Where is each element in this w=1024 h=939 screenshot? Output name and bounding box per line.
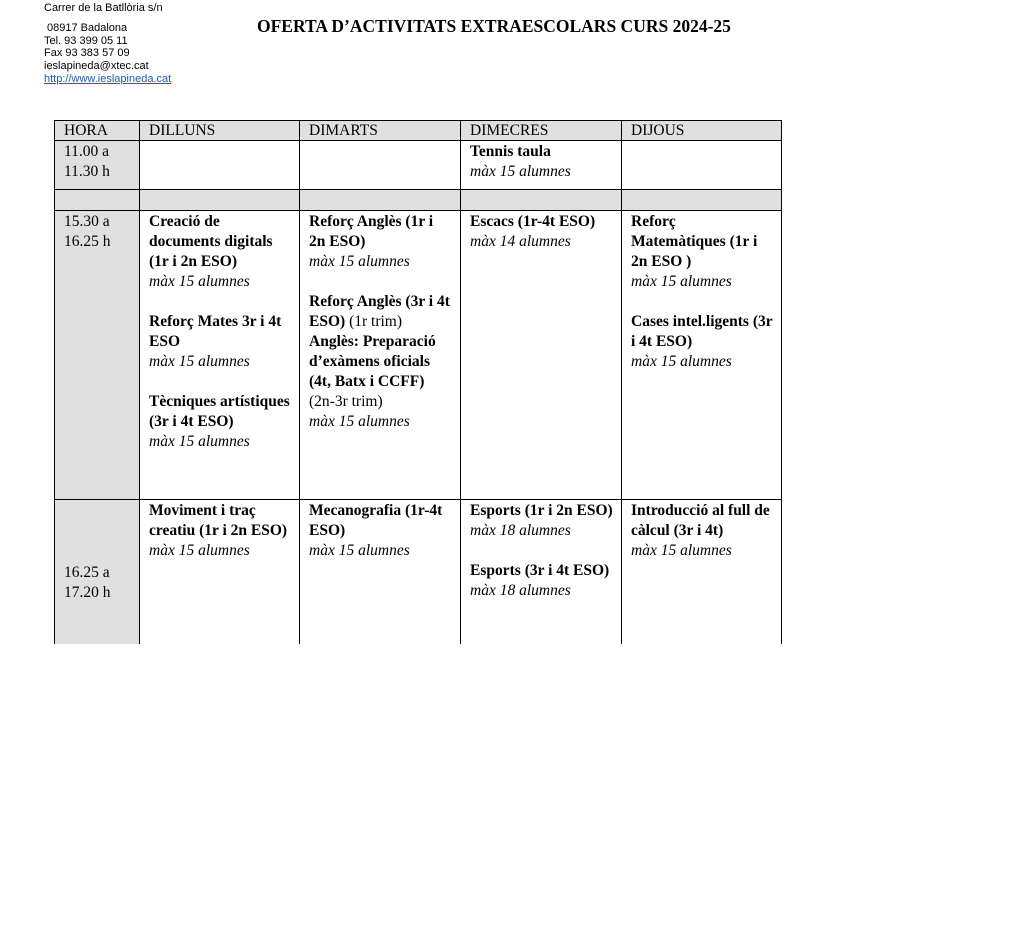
activity [149,212,291,292]
address-phone: Tel. 93 399 05 11 [44,34,128,47]
activity-name: Tècniques artístiques (3r i 4t ESO) [149,393,290,430]
activity-name: Tennis taula [470,143,551,160]
dijous-cell [622,500,782,644]
table-row [55,141,782,190]
activity-capacity: màx 18 alumnes [470,582,571,599]
activity [309,212,452,272]
dijous-cell [622,141,782,190]
activity-capacity: màx 15 alumnes [631,542,732,559]
activity [149,501,291,561]
activity-name: Esports (3r i 4t ESO) [470,562,610,579]
table-row [55,211,782,500]
activity-name: Esports (1r i 2n ESO) [470,502,613,519]
header-hora: HORA [55,121,140,141]
activity-name: Mecanografia (1r-4t ESO) [309,502,443,539]
hour-cell [55,211,140,500]
activity-capacity: màx 14 alumnes [470,233,571,250]
activity-name: Reforç Matemàtiques (1r i 2n ESO ) [631,213,758,270]
activity-name: Reforç Anglès (1r i 2n ESO) [309,213,434,250]
hour-cell [55,500,140,644]
hour-label: 15.30 a 16.25 h [64,213,111,250]
activity [470,501,613,541]
dimecres-cell [461,141,622,190]
address-fax: Fax 93 383 57 09 [44,47,130,60]
table-row [55,500,782,644]
header-dimecres: DIMECRES [461,121,622,141]
activity [149,392,291,452]
activity-capacity: màx 15 alumnes [149,353,250,370]
school-address-block [44,2,171,86]
dilluns-cell [140,141,300,190]
activity-capacity: màx 15 alumnes [309,253,410,270]
activity-capacity: màx 15 alumnes [631,353,732,370]
activity-capacity: màx 15 alumnes [470,163,571,180]
activity [631,212,773,292]
activity-name: Escacs (1r-4t ESO) [470,213,596,230]
dijous-cell [622,211,782,500]
dimecres-cell [461,211,622,500]
activity-capacity: màx 18 alumnes [470,522,571,539]
activity-capacity: màx 15 alumnes [309,413,410,430]
website-link[interactable]: http://www.ieslapineda.cat [44,72,172,85]
activity [149,312,291,372]
activity-name: Anglès: Preparació d’exàmens oficials (4t, Batx i CCFF) [309,333,436,390]
activity-name: Cases intel.ligents (3r i 4t ESO) [631,313,773,350]
activity-name: Creació de documents digitals (1r i 2n ESO) [149,213,273,270]
hour-label: 11.00 a 11.30 h [64,143,110,180]
activity-capacity: màx 15 alumnes [149,273,250,290]
activity [631,501,773,561]
hour-cell [55,141,140,190]
address-email: ieslapineda@xtec.cat [44,60,149,73]
activity [631,312,773,372]
activity [470,212,613,252]
header-dijous: DIJOUS [622,121,782,141]
dilluns-cell [140,500,300,644]
activity-capacity: màx 15 alumnes [631,273,732,290]
page-title: OFERTA D’ACTIVITATS EXTRAESCOLARS CURS 2024-25 [257,16,731,36]
activity-name: Moviment i traç creatiu (1r i 2n ESO) [149,502,288,539]
hour-label: 16.25 a 17.20 h [64,563,111,601]
activity-name: Reforç Anglès (3r i 4t ESO) (1r trim) [309,293,450,330]
activity [309,292,452,432]
dimarts-cell [300,211,461,500]
address-street: Carrer de la Batllòria s/n [44,2,163,14]
activity-capacity: màx 15 alumnes [149,542,250,559]
activity [470,561,613,601]
header-dilluns: DILLUNS [140,121,300,141]
activity-name: Introducció al full de càlcul (3r i 4t) [631,502,770,539]
dimecres-cell [461,500,622,644]
activity [470,142,613,182]
header-dimarts: DIMARTS [300,121,461,141]
activity-note: (2n-3r trim) [309,393,383,410]
dilluns-cell [140,211,300,500]
schedule-table [54,120,782,644]
activity [309,501,452,561]
table-header-row [55,121,782,141]
spacer-row [55,190,782,211]
dimarts-cell [300,141,461,190]
dimarts-cell [300,500,461,644]
activity-name: Reforç Mates 3r i 4t ESO [149,313,282,350]
activity-note: (1r trim) [349,313,403,330]
address-city: 08917 Badalona [47,21,128,34]
activity-capacity: màx 15 alumnes [309,542,410,559]
activity-capacity: màx 15 alumnes [149,433,250,450]
